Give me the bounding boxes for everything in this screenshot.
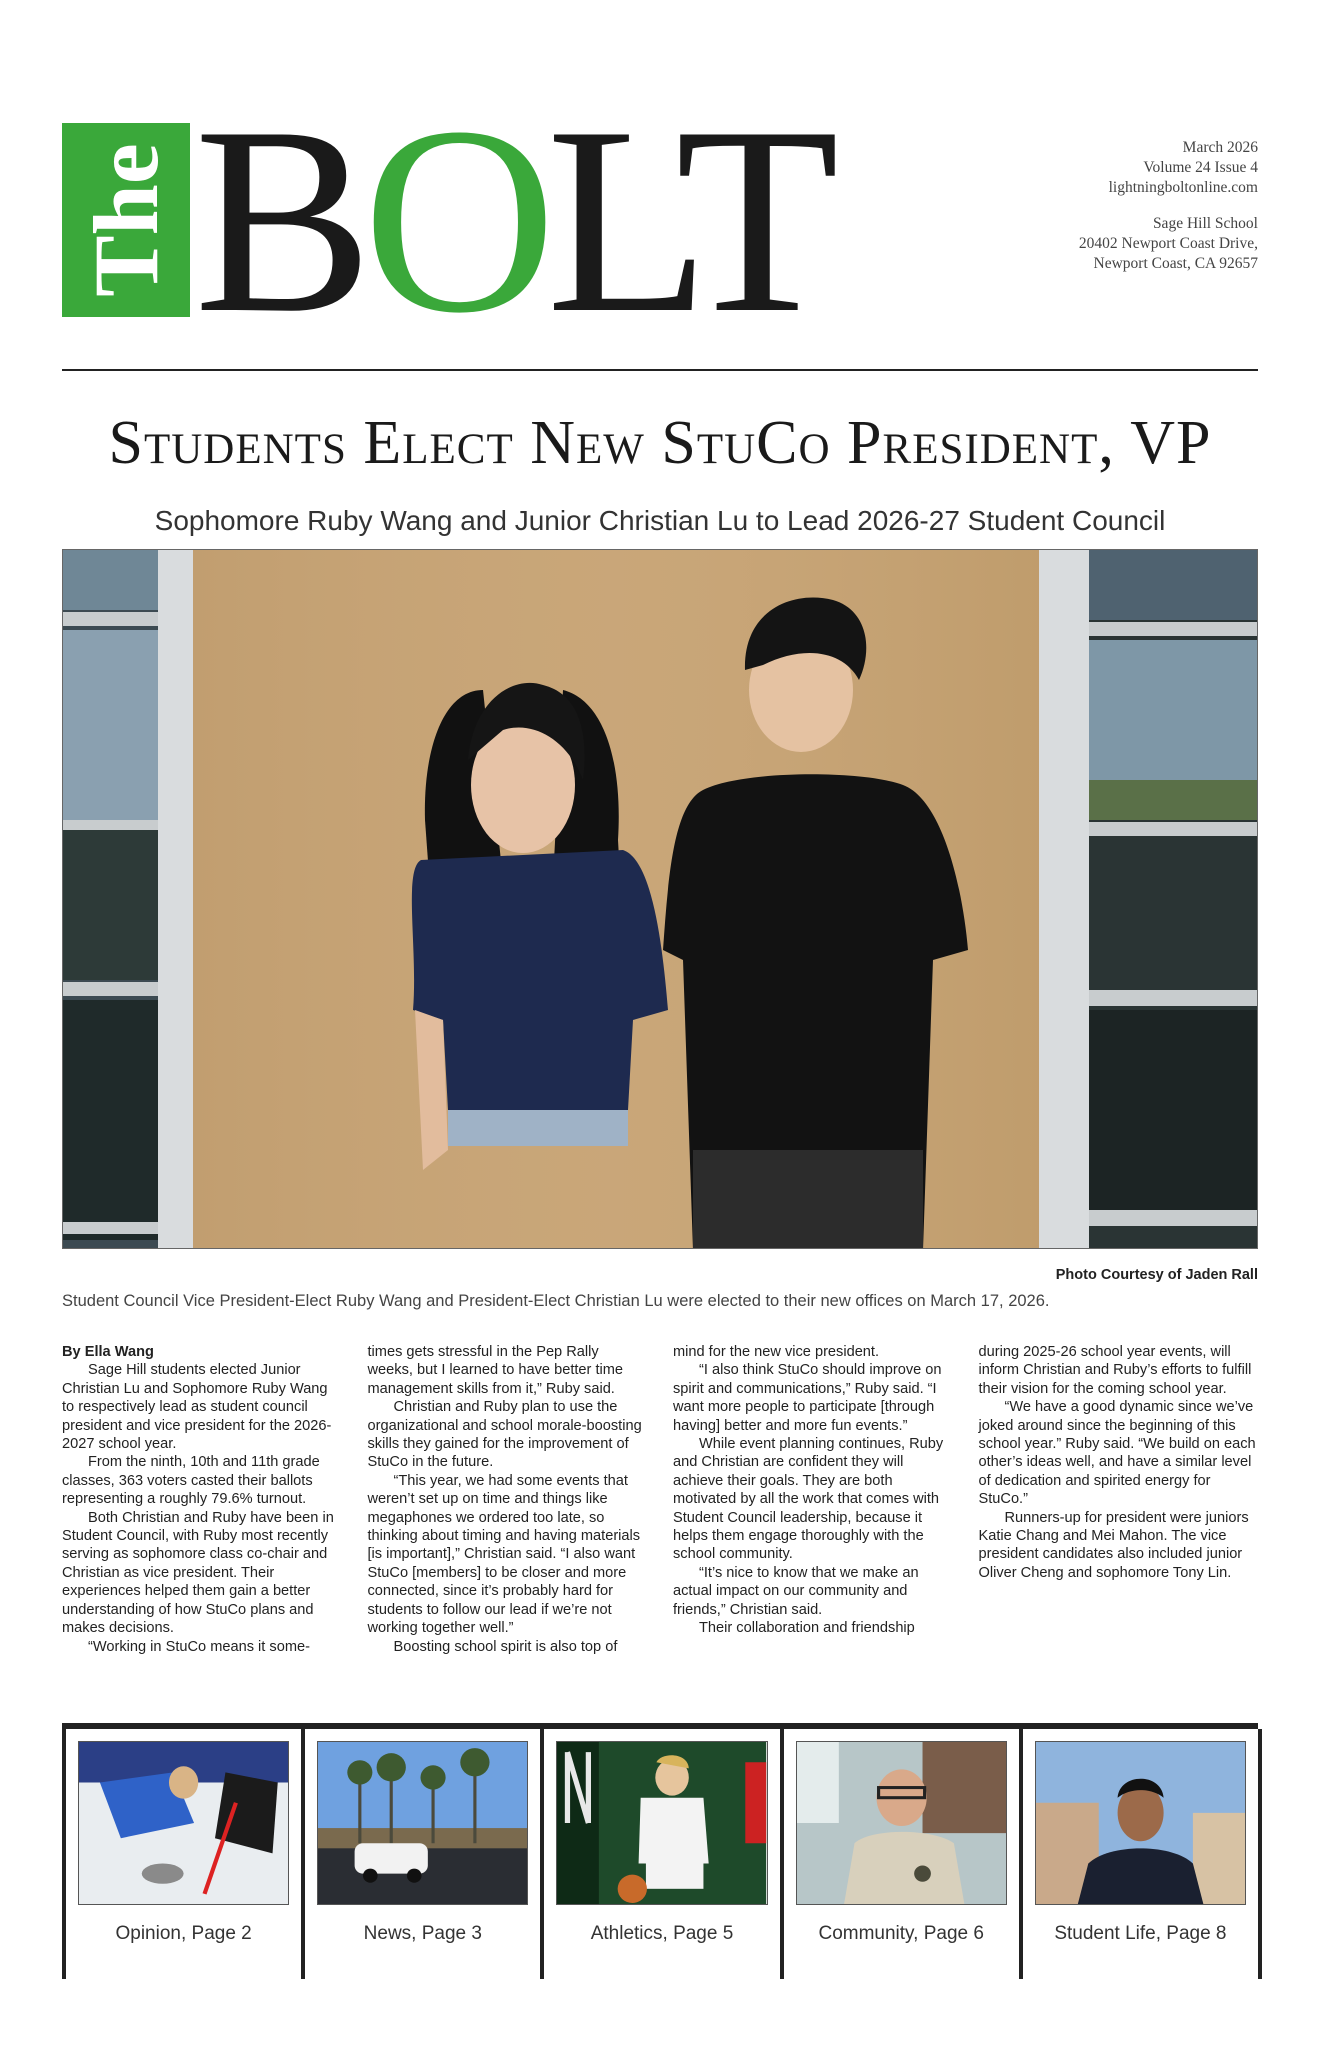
paragraph: Sage Hill students elected Junior Christian Lu and Sophomore Ruby Wang to respectively lead as student council president and vice president for the 2026-2027 school year. <box>62 1362 332 1453</box>
issue-date: March 2026 <box>1182 139 1258 156</box>
paragraph: While event planning continues, Ruby and Christian are confident they will achieve their goals. They are both motivated by all the work that comes with Student Council leadership, because it helps them engage thoroughly with the school community. <box>673 1436 944 1563</box>
article-column-3 <box>673 1343 953 1653</box>
paragraph: Their collaboration and friendship <box>699 1620 915 1637</box>
issue-volume: Volume 24 Issue 4 <box>1143 159 1258 176</box>
logo-letters-lt: LT <box>546 71 830 368</box>
article-column-4 <box>979 1343 1259 1653</box>
teaser-student-life[interactable] <box>1019 1729 1258 1979</box>
teaser-thumbnail[interactable] <box>556 1741 767 1905</box>
byline: By Ella Wang <box>62 1344 154 1360</box>
school-address-line2: Newport Coast, CA 92657 <box>1093 255 1258 272</box>
photo-credit: Photo Courtesy of Jaden Rall <box>1055 1267 1258 1283</box>
teaser-strip <box>62 1729 1258 1979</box>
photo-illustration <box>63 550 1258 1249</box>
logo-the-box <box>62 123 190 317</box>
logo-letter-o: O <box>362 71 547 368</box>
paragraph: “Working in StuCo means it some- <box>88 1638 310 1655</box>
teaser-athletics[interactable] <box>540 1729 779 1979</box>
paragraph: “This year, we had some events that weren’t set up on time and things like megaphones we ordered too late, so thinking about timing and having materials [is important],” Christian said. “I also want StuCo [members] to be closer and more connected, since it’s probably hard for students to follow our lead if we’re not working together well.” <box>367 1472 641 1637</box>
teaser-label[interactable]: Opinion, Page 2 <box>115 1923 252 1944</box>
teaser-thumbnail[interactable] <box>1035 1741 1246 1905</box>
teaser-thumbnail[interactable] <box>796 1741 1007 1905</box>
teaser-community[interactable] <box>780 1729 1019 1979</box>
teaser-news[interactable] <box>301 1729 540 1979</box>
paragraph: times gets stressful in the Pep Rally weeks, but I learned to have better time management skills from it,” Ruby said. <box>367 1344 624 1397</box>
photo-caption: Student Council Vice President-Elect Ruby Wang and President-Elect Christian Lu were elected to their new offices on March 17, 2026. <box>62 1292 1050 1310</box>
masthead-divider <box>62 369 1258 371</box>
paragraph: Christian and Ruby plan to use the organizational and school morale-boosting skills they gained for the improvement of StuCo in the future. <box>367 1399 642 1471</box>
paragraph: mind for the new vice president. <box>673 1344 880 1360</box>
logo-wordmark <box>194 71 830 368</box>
teaser-thumbnail[interactable] <box>317 1741 528 1905</box>
paragraph: From the ninth, 10th and 11th grade classes, 363 voters casted their ballots representing a roughly 79.6% turnout. <box>62 1454 320 1508</box>
teaser-label[interactable]: News, Page 3 <box>363 1923 482 1944</box>
teaser-right-border <box>1258 1729 1262 1979</box>
teaser-label[interactable]: Athletics, Page 5 <box>590 1923 734 1944</box>
logo-the-text: The <box>75 143 177 297</box>
school-name: Sage Hill School <box>1152 215 1258 232</box>
paragraph: Runners-up for president were juniors Katie Chang and Mei Mahon. The vice president candidates also included junior Oliver Cheng and sophomore Tony Lin. <box>978 1509 1249 1581</box>
issue-website[interactable]: lightningboltonline.com <box>1108 179 1258 196</box>
article-headline: Students Elect New StuCo President, VP <box>108 409 1212 477</box>
article-column-2 <box>368 1343 648 1653</box>
paragraph: Both Christian and Ruby have been in Student Council, with Ruby most recently serving as sophomore class co-chair and Christian as vice president. Their experiences helped them gain a better understanding of how StuCo plans and makes decisions. <box>62 1509 334 1637</box>
paragraph: “It’s nice to know that we make an actual impact on our community and friends,” Christian said. <box>673 1564 919 1618</box>
logo-letter-b: B <box>194 71 363 368</box>
issue-info <box>1079 138 1258 274</box>
paragraph: during 2025-26 school year events, will inform Christian and Ruby’s efforts to fulfill their vision for the coming school year. <box>978 1344 1252 1397</box>
paragraph: “I also think StuCo should improve on spirit and communications,” Ruby said. “I want more people to participate [through having] better and more fun events.” <box>673 1362 942 1434</box>
paragraph: “We have a good dynamic since we’ve joked around since the beginning of this school year.” Ruby said. “We build on each other’s ideas well, and have a similar level of dedication and spirited energy for StuCo.” <box>978 1399 1256 1508</box>
article-body <box>62 1343 1258 1653</box>
article-deck: Sophomore Ruby Wang and Junior Christian Lu to Lead 2026-27 Student Council <box>154 505 1166 536</box>
paragraph: Boosting school spirit is also top of <box>393 1638 618 1655</box>
teaser-thumbnail[interactable] <box>78 1741 289 1905</box>
school-address-line1: 20402 Newport Coast Drive, <box>1078 235 1258 252</box>
teaser-label[interactable]: Student Life, Page 8 <box>1054 1923 1227 1944</box>
teaser-opinion[interactable] <box>62 1729 301 1979</box>
article-photo <box>62 549 1258 1249</box>
teaser-label[interactable]: Community, Page 6 <box>818 1923 984 1944</box>
article-column-1 <box>62 1343 342 1653</box>
